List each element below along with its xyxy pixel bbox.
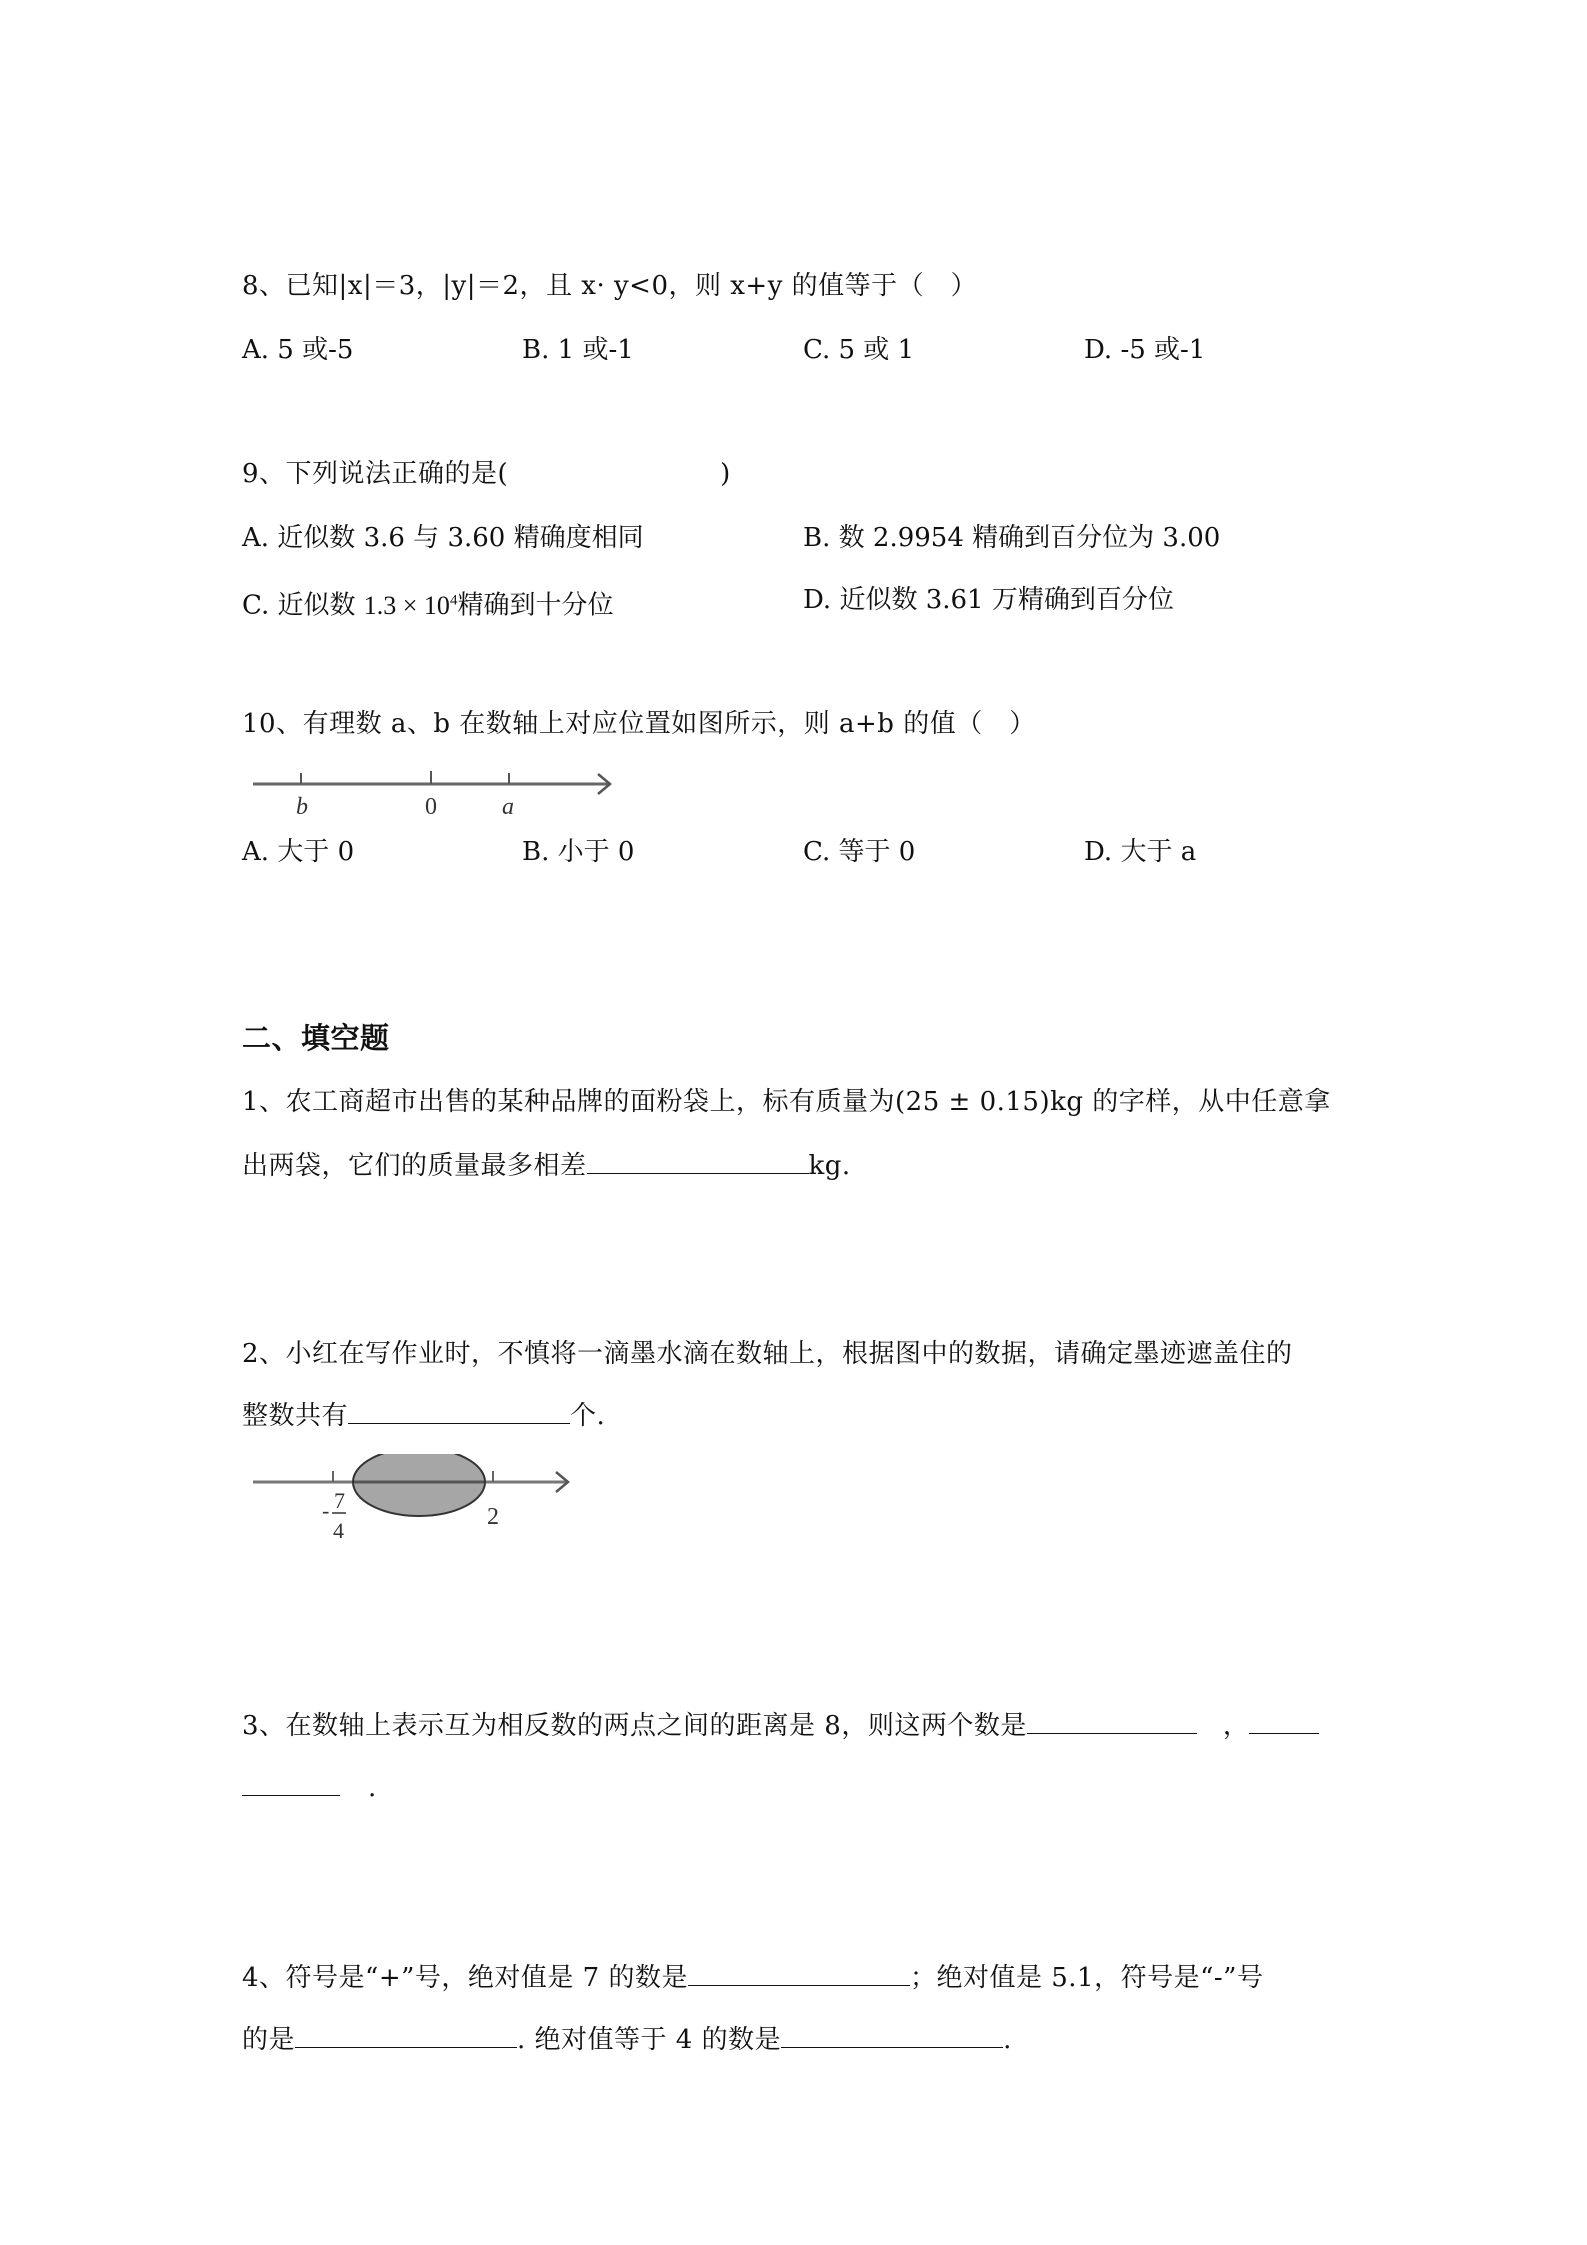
fill-q4-text-4: . 绝对值等于 4 的数是 <box>517 2025 782 2055</box>
q10-option-b: B. 小于 0 <box>522 837 635 867</box>
q10-stem: 10、有理数 a、b 在数轴上对应位置如图所示，则 a+b 的值（ ） <box>242 709 1036 739</box>
q10-number-line-figure <box>250 764 620 820</box>
fill-q1-line1: 1、农工商超市出售的某种品牌的面粉袋上，标有质量为(25 ± 0.15)kg 的字样，从中任意拿 <box>242 1087 1331 1117</box>
fill-q4-text-2: ；绝对值是 5.1，符号是“-”号 <box>909 1963 1264 1993</box>
q9-option-c <box>242 584 613 622</box>
fill-q2-text: 整数共有 <box>242 1401 349 1431</box>
q9-stem: 9、下列说法正确的是( ) <box>242 459 731 489</box>
fill-q2-ink-number-line-figure <box>250 1454 580 1554</box>
q8-stem: 8、已知|x|＝3，|y|＝2，且 x· y<0，则 x+y 的值等于（ ） <box>242 271 978 301</box>
section-heading-fill-in: 二、填空题 <box>242 1021 390 1055</box>
q9-option-c-suffix: 精确到十分位 <box>457 590 614 621</box>
fill-q3-period: . <box>368 1773 377 1803</box>
q9-option-c-prefix: C. 近似数 <box>242 590 364 621</box>
q10-label-zero: 0 <box>425 794 437 820</box>
q9-option-a: A. 近似数 3.6 与 3.60 精确度相同 <box>242 523 644 553</box>
fill-q2-line2 <box>242 1400 605 1432</box>
q8-option-b: B. 1 或-1 <box>522 335 634 365</box>
fill-q2-label-minus-sign: - <box>322 1498 330 1523</box>
q10-label-a: a <box>502 794 514 820</box>
q9-option-c-math <box>364 591 458 620</box>
fill-q2-suffix: 个. <box>570 1401 606 1431</box>
fill-q2-label-numerator: 7 <box>334 1488 345 1513</box>
fill-q4-period: . <box>1003 2025 1012 2055</box>
fill-q2-label-two: 2 <box>487 1504 499 1530</box>
q8-option-a: A. 5 或-5 <box>242 335 354 365</box>
fill-q1-text: 出两袋，它们的质量最多相差 <box>242 1151 587 1181</box>
fill-q3-answer-blank-2-start[interactable] <box>1249 1711 1319 1734</box>
q9-option-d: D. 近似数 3.61 万精确到百分位 <box>803 585 1174 615</box>
fill-q3-answer-blank-2-end[interactable] <box>242 1773 340 1796</box>
q10-option-c: C. 等于 0 <box>803 837 916 867</box>
q8-option-c: C. 5 或 1 <box>803 335 915 365</box>
fill-q4-line1 <box>242 1962 1263 1994</box>
fill-q3-comma: ， <box>1222 1711 1250 1741</box>
fill-q2-line1: 2、小红在写作业时，不慎将一滴墨水滴在数轴上，根据图中的数据，请确定墨迹遮盖住的 <box>242 1339 1293 1369</box>
fill-q2-label-denominator: 4 <box>333 1518 344 1543</box>
fill-q4-answer-blank-3[interactable] <box>781 2025 1003 2048</box>
q10-label-b: b <box>296 794 308 820</box>
q10-option-a: A. 大于 0 <box>242 837 355 867</box>
fill-q3-answer-blank-1[interactable] <box>1027 1711 1197 1734</box>
fill-q1-answer-blank[interactable] <box>587 1151 809 1174</box>
fill-q1-line2 <box>242 1150 851 1182</box>
q9-option-c-exponent: 4 <box>449 592 458 608</box>
fill-q4-text-3: 的是 <box>242 2025 296 2055</box>
fill-q4-answer-blank-1[interactable] <box>688 1963 910 1986</box>
fill-q4-line2 <box>242 2024 1012 2056</box>
q9-option-c-base: 1.3 × 10 <box>363 590 450 620</box>
fill-q4-answer-blank-2[interactable] <box>295 2025 517 2048</box>
fill-q4-text-1: 4、符号是“+”号，绝对值是 7 的数是 <box>242 1963 688 1993</box>
fill-q3-line2 <box>242 1772 377 1804</box>
q9-option-b: B. 数 2.9954 精确到百分位为 3.00 <box>803 523 1221 553</box>
fill-q1-unit: kg. <box>808 1151 851 1181</box>
fill-q3-text: 3、在数轴上表示互为相反数的两点之间的距离是 8，则这两个数是 <box>242 1711 1027 1741</box>
fill-q3-line1 <box>242 1710 1319 1742</box>
fill-q2-answer-blank[interactable] <box>348 1401 570 1424</box>
ink-blot <box>353 1454 485 1516</box>
q10-option-d: D. 大于 a <box>1084 837 1197 867</box>
q8-option-d: D. -5 或-1 <box>1084 335 1206 365</box>
